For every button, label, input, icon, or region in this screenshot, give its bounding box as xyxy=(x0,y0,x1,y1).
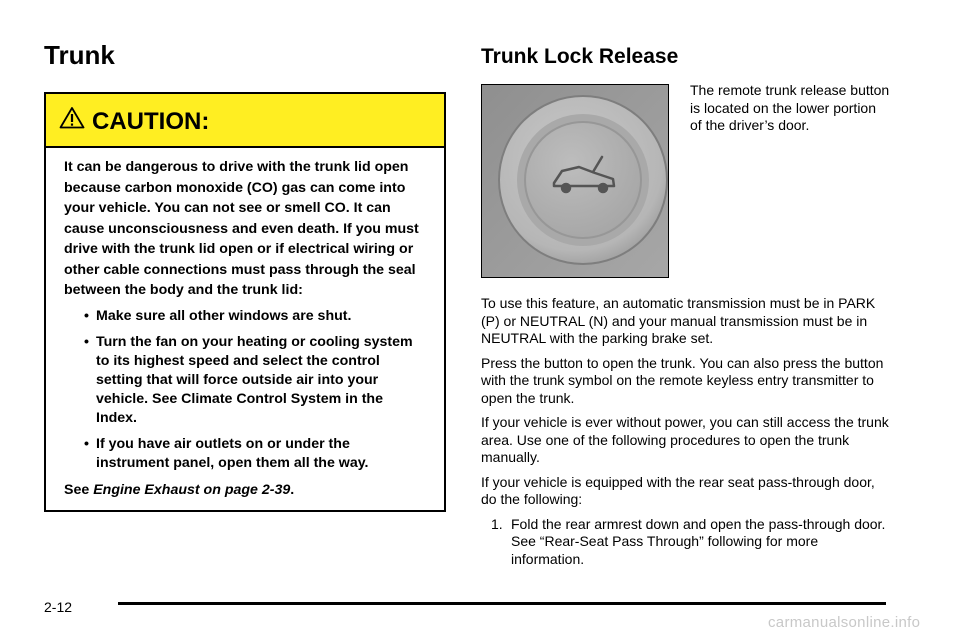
trunk-release-photo-graphic xyxy=(482,85,668,277)
page-number: 2-12 xyxy=(44,599,73,615)
caution-see-reference xyxy=(64,480,426,501)
warning-triangle-icon xyxy=(59,106,85,129)
caution-box xyxy=(44,92,446,512)
caution-header xyxy=(46,94,444,148)
see-prefix: See xyxy=(64,481,94,498)
caution-bullet-list xyxy=(64,307,426,473)
footer-rule xyxy=(118,602,886,605)
caution-body xyxy=(46,148,444,500)
see-suffix: . xyxy=(290,481,295,498)
step-number: 1. xyxy=(491,515,503,532)
body-paragraph: If your vehicle is ever without power, you can still access the trunk area. Use one of the following procedures to open the trunk manually. xyxy=(481,414,889,465)
trunk-release-button-photo xyxy=(481,84,669,278)
caution-bullet: • Make sure all other windows are shut. xyxy=(96,307,426,326)
section-heading-trunk: Trunk xyxy=(44,40,115,70)
body-paragraph: Press the button to open the trunk. You can also press the button with the trunk symbol on the remote keyless entry transmitter to open the trunk. xyxy=(481,354,884,406)
caution-bullet: • If you have air outlets on or under the instrument panel, open them all the way. xyxy=(96,435,426,473)
caution-bullet: • Turn the fan on your heating or cooling system to its highest speed and select the control setting that will force outside air into your vehicle. See Climate Control System in the Index. xyxy=(96,333,426,428)
procedure-step xyxy=(481,516,891,569)
body-paragraph: To use this feature, an automatic transmission must be in PARK (P) or NEUTRAL (N) and your manual transmission must be in NEUTRAL with the parking brake set. xyxy=(481,295,876,346)
procedure-steps xyxy=(481,516,891,569)
body-paragraph: If your vehicle is equipped with the rear seat pass-through door, do the following: xyxy=(481,473,875,507)
watermark: carmanualsonline.info xyxy=(768,614,921,631)
caution-paragraph: It can be dangerous to drive with the trunk lid open because carbon monoxide (CO) gas can come into your vehicle. You can not see or smell CO. It can cause unconsciousness and even death. If you must drive with the trunk lid open or if electrical wiring or other cable connections must pass through the seal between the body and the trunk lid: xyxy=(64,159,419,298)
photo-caption: The remote trunk release button is located on the lower portion of the driver’s door. xyxy=(690,82,890,133)
section-heading-trunk-lock-release: Trunk Lock Release xyxy=(481,45,679,68)
step-text: Fold the rear armrest down and open the pass-through door. See “Rear-Seat Pass Through” following for more information. xyxy=(511,515,886,567)
caution-title: CAUTION: xyxy=(92,108,210,135)
see-reference-link[interactable]: Engine Exhaust on page 2-39 xyxy=(93,481,291,498)
trunk-lock-release-body xyxy=(481,295,891,568)
